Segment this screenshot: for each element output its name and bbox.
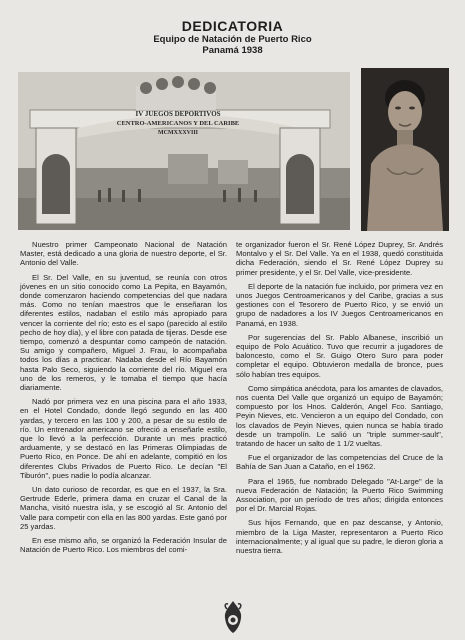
arch-inscription-line-2: CENTRO-AMERICANOS Y DEL CARIBE [116,120,240,127]
swimmer-portrait-photo [361,68,449,231]
right-paragraph: El deporte de la natación fue incluido, por primera vez en unos Juegos Centroamericanos y del Caribe, gracias a sus gestiones con el Tesorero de Puerto Rico, y se envió un grupo de nadadores a los IV Juegos Centroamericanos en Panamá, en 1938. [236,281,443,328]
page-title: DEDICATORIA [181,18,284,34]
right-paragraph: te organizador fueron el Sr. René López Duprey, Sr. Andrés Montalvo y el Sr. Del Valle. Ya en el 1938, quedó constituida dicha Federación, siendo el Sr. René López Duprey su primer presidente, y el Sr. Del Valle, vice-presidente. [236,240,443,277]
right-paragraph: Como simpática anécdota, para los amantes de clavados, nos cuenta Del Valle que organizó un equipo de Bayamón; compuesto por los Hnos. Calderón, Angel Fco. Santiago, Peyin Nieves, etc. Vencieron a un equipo del Condado, con los clavados de Peyin Nieves, quien nunca se había tirado desde un trampolín. Le salió un "triple summer-sault", tratando de hacer un salto de 1 1/2 vueltas. [236,383,444,449]
left-paragraph: En ese mismo año, se organizó la Federación Insular de Natación de Puerto Rico. Los miembros del comi- [20,536,227,555]
left-paragraph: Nuestro primer Campeonato Nacional de Natación Master, está dedicado a una gloria de nuestro deporte, el Sr. Antonio del Valle. [20,240,227,268]
right-text-column [236,240,443,560]
left-paragraph: El Sr. Del Valle, en su juventud, se reunía con otros jóvenes en un sitio conocido como La Pepita, en Bayamón, donde comenzaron haciendo competencias del que nadara más. Como no tenían maestros que le enseñaran los diferentes estilos, nadaban el estilo más apropiado para vencer la corriente del río; esto es el sapo (parecido al estilo pecho de hoy día), y el libre con patada de tijeras. Desde ese tiempo, comenzó a despuntar como campeón de natación. Su amigo y compañero, Miguel J. Frau, lo acompañaba todos los días a practicar. Nadaba desde el Río Bayamón hasta Palo Seco, siguiendo la corriente del río. Miguel era uno de los remeros, y le tomaba el tiempo que hacía diariamente. [20,272,227,393]
right-paragraph: Fue el organizador de las competencias del Cruce de la Bahía de San Juan a Cataño, en el 1962. [236,453,443,472]
left-paragraph: Un dato curioso de recordar, es que en el 1937, la Sra. Gertrude Ederle, primera dama en cruzar el Canal de la Mancha, visitó nuestra isla, y se escogió al Sr. Antonio del Valle para competir con ella en las 800 yardas. Este ganó por 25 yardas. [20,485,227,531]
arch-inscription-line-1: IV JUEGOS DEPORTIVOS [135,110,221,118]
subtitle-line-2: Panamá 1938 [202,45,263,56]
title-block [0,18,465,56]
left-paragraph: Nadó por primera vez en una piscina para el año 1933, en el Hotel Condado, donde llegó segundo en las 400 yardas, y tercero en las 100 y 200, a pesar de su estilo de río. Un entrenador americano se ofreció a enseñarle estilo, que lo llevó a la perfección. Durante un mes practicó arduamente, y se destacó en las Primeras Olimpiadas de Puerto Rico, en Ponce. De ahí en adelante, compitió en los diferentes Clubs Privados de Puerto Rico. Le decían "El Tiburón", pues nadie lo podía alcanzar. [20,397,227,480]
right-paragraph: Para el 1965, fue nombrado Delegado "At-Large" de la nueva Federación de Natación; la Puerto Rico Swimming Association, por un período de tres años; dirigida entonces por el Dr. Marcial Rojas. [236,476,443,514]
subtitle-line-1: Equipo de Natación de Puerto Rico [153,34,312,45]
right-paragraph: Por sugerencias del Sr. Pablo Albanese, inscribió un equipo de Polo Acuático. Tuvo que recurrir a jugadores de baloncesto, como el Sr. Guigo Otero Suro para poder completar el equipo. Obtuvieron medalla de bronce, pues sólo habían tres equipos. [236,332,443,379]
right-paragraph: Sus hijos Fernando, que en paz descanse, y Antonio, miembro de la Liga Master, representaron a Puerto Rico internacionalmente; y al igual que su padre, le dieron gloria a nuestra tierra. [236,518,443,556]
left-text-column [20,240,227,560]
swimmer-portrait-drawing [361,68,449,231]
federation-emblem-icon [222,600,244,634]
arch-photo [18,72,350,230]
arch-inscription-line-3: MCMXXXVIII [158,130,198,136]
arch-photo-drawing [18,72,350,230]
